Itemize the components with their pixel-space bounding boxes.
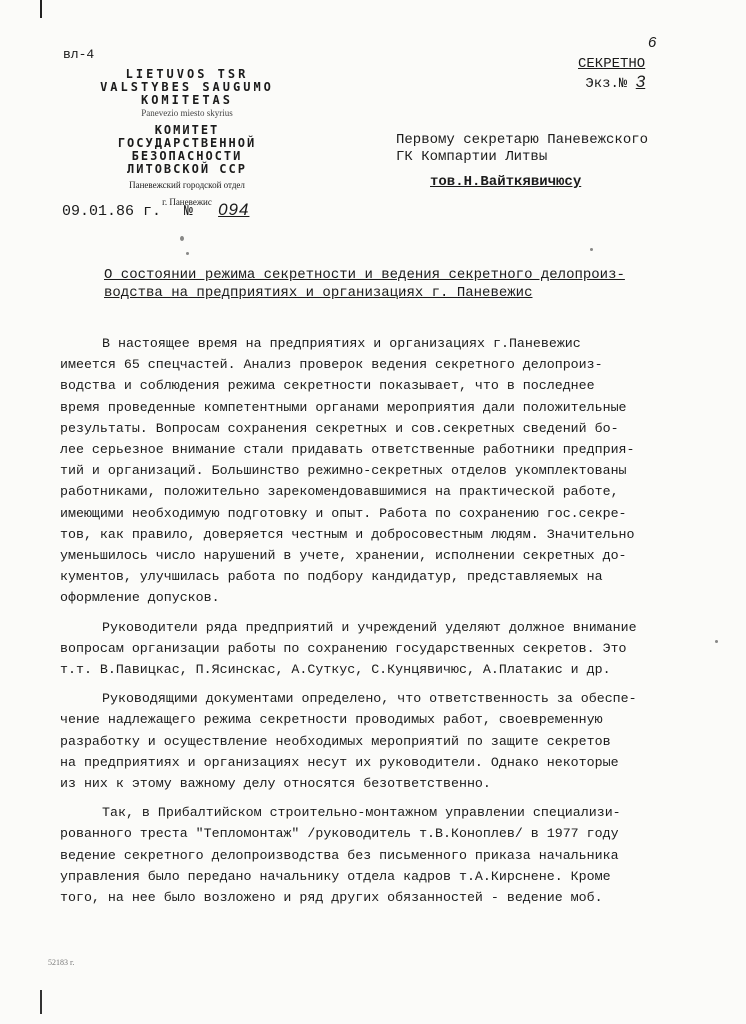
paragraph-line: разработку и осуществление необходимых мероприятий по защите секретов bbox=[60, 733, 611, 749]
paragraph-line: Руководящими документами определено, что ответственность за обеспе- bbox=[102, 691, 637, 707]
addressee-block bbox=[396, 132, 648, 166]
paragraph-1 bbox=[60, 333, 700, 609]
paragraph-line: чение надлежащего режима секретности проводимых работ, своевременную bbox=[60, 712, 603, 728]
stamp-lt-sub: Panevezio miesto skyrius bbox=[141, 108, 233, 118]
paragraph-2 bbox=[60, 617, 700, 681]
stamp-ru-city: Паневежский городской отдел bbox=[129, 180, 245, 190]
addressee-line2: ГК Компартии Литвы bbox=[396, 149, 548, 165]
paragraph-line: вопросам организации работы по сохранению государственных секретов. Это bbox=[60, 640, 627, 656]
paragraph-line: работниками, положительно зарекомендовавшимися на практической работе, bbox=[60, 484, 619, 500]
paragraph-line: водства и соблюдения режима секретности показывает, что в последнее bbox=[60, 378, 595, 394]
paragraph-line: имеется 65 спецчастей. Анализ проверок ведения секретного делопроиз- bbox=[60, 357, 603, 373]
paragraph-line: лее серьезное внимание стали придавать ответственные работники предприя- bbox=[60, 442, 635, 458]
document-code: вл-4 bbox=[63, 47, 95, 62]
paragraph-line: результаты. Вопросам сохранения секретных и сов.секретных сведений бо- bbox=[60, 420, 619, 436]
scan-mark-bottom bbox=[40, 990, 42, 1014]
scan-speck bbox=[180, 236, 184, 241]
number-label: № bbox=[184, 203, 194, 220]
document-number: 094 bbox=[218, 200, 250, 219]
paragraph-line: того, на нее было возложено и ряд других обязанностей - ведение моб. bbox=[60, 890, 603, 906]
stamp-ru-line1: КОМИТЕТ bbox=[154, 123, 220, 137]
stamp-ru-line2: ГОСУДАРСТВЕННОЙ БЕЗОПАСНОСТИ bbox=[117, 136, 257, 163]
paragraph-3 bbox=[60, 688, 700, 794]
addressee-person: тов.Н.Вайткявичюсу bbox=[430, 174, 582, 190]
document-title bbox=[104, 266, 664, 302]
date-number-line bbox=[62, 200, 249, 220]
stamp-lt-line1: LIETUVOS TSR bbox=[125, 67, 249, 81]
paragraph-line: управления было передано начальнику отдела кадров т.А.Кирснене. Кроме bbox=[60, 868, 611, 884]
paragraph-line: имеющими необходимую подготовку и опыт. Работа по сохранению гос.секре- bbox=[60, 505, 627, 521]
scan-speck bbox=[715, 640, 718, 643]
title-line2: водства на предприятиях и организациях г. Паневежис bbox=[104, 285, 533, 301]
title-line1: О состоянии режима секретности и ведения секретного делопроиз- bbox=[104, 267, 625, 283]
addressee-line1: Первому секретарю Паневежского bbox=[396, 132, 649, 148]
paragraph-line: Руководители ряда предприятий и учреждений уделяют должное внимание bbox=[102, 619, 637, 635]
kgb-stamp bbox=[62, 68, 312, 207]
paragraph-line: тов, как правило, доверяется честным и добросовестным людям. Значительно bbox=[60, 526, 635, 542]
stamp-lt-line2: VALSTYBES SAUGUMO bbox=[100, 80, 274, 94]
scan-speck bbox=[186, 252, 189, 255]
paragraph-line: время проведенные компетентными органами мероприятия дали положительные bbox=[60, 399, 627, 415]
stamp-lt-line3: KOMITETAS bbox=[140, 93, 234, 107]
paragraph-line: Так, в Прибалтийском строительно-монтажном управлении специализи- bbox=[102, 805, 621, 821]
scan-speck bbox=[590, 248, 593, 251]
document-date: 09.01.86 г. bbox=[62, 203, 162, 220]
stamp-ru-line3: ЛИТОВСКОЙ ССР bbox=[127, 162, 247, 176]
paragraph-line: кументов, улучшилась работа по подбору кандидатур, представляемых на bbox=[60, 569, 603, 585]
paragraph-4 bbox=[60, 802, 700, 908]
paragraph-line: на предприятиях и организациях несут их руководители. Однако некоторые bbox=[60, 754, 619, 770]
paragraph-line: тий и организаций. Большинство режимно-секретных отделов укомплектованы bbox=[60, 463, 627, 479]
scan-mark-top bbox=[40, 0, 42, 18]
paragraph-line: уменьшилось число нарушений в учете, хранении, исполнении секретных до- bbox=[60, 548, 627, 564]
paragraph-line: рованного треста "Тепломонтаж" /руководитель т.В.Коноплев/ в 1977 году bbox=[60, 826, 619, 842]
paragraph-line: В настоящее время на предприятиях и организациях г.Паневежис bbox=[102, 336, 581, 351]
page-number: 6 bbox=[648, 34, 657, 51]
document-body bbox=[60, 333, 700, 916]
footer-code: 52183 г. bbox=[48, 958, 75, 967]
copy-number: 3 bbox=[635, 72, 646, 91]
paragraph-line: из них к этому важному делу относятся безответственно. bbox=[60, 776, 491, 792]
paragraph-line: оформление допусков. bbox=[60, 590, 220, 606]
copy-line bbox=[578, 72, 645, 92]
classification-label: СЕКРЕТНО bbox=[578, 56, 646, 72]
paragraph-line: т.т. В.Павицкас, П.Ясинскас, А.Суткус, С.Кунцявичюс, А.Платакис и др. bbox=[60, 662, 611, 678]
classification-block bbox=[578, 56, 645, 92]
paragraph-line: ведение секретного делопроизводства без письменного приказа начальника bbox=[60, 847, 619, 863]
stamp-town: г. Паневежис bbox=[162, 197, 212, 207]
copy-label: Экз.№ bbox=[585, 76, 628, 92]
